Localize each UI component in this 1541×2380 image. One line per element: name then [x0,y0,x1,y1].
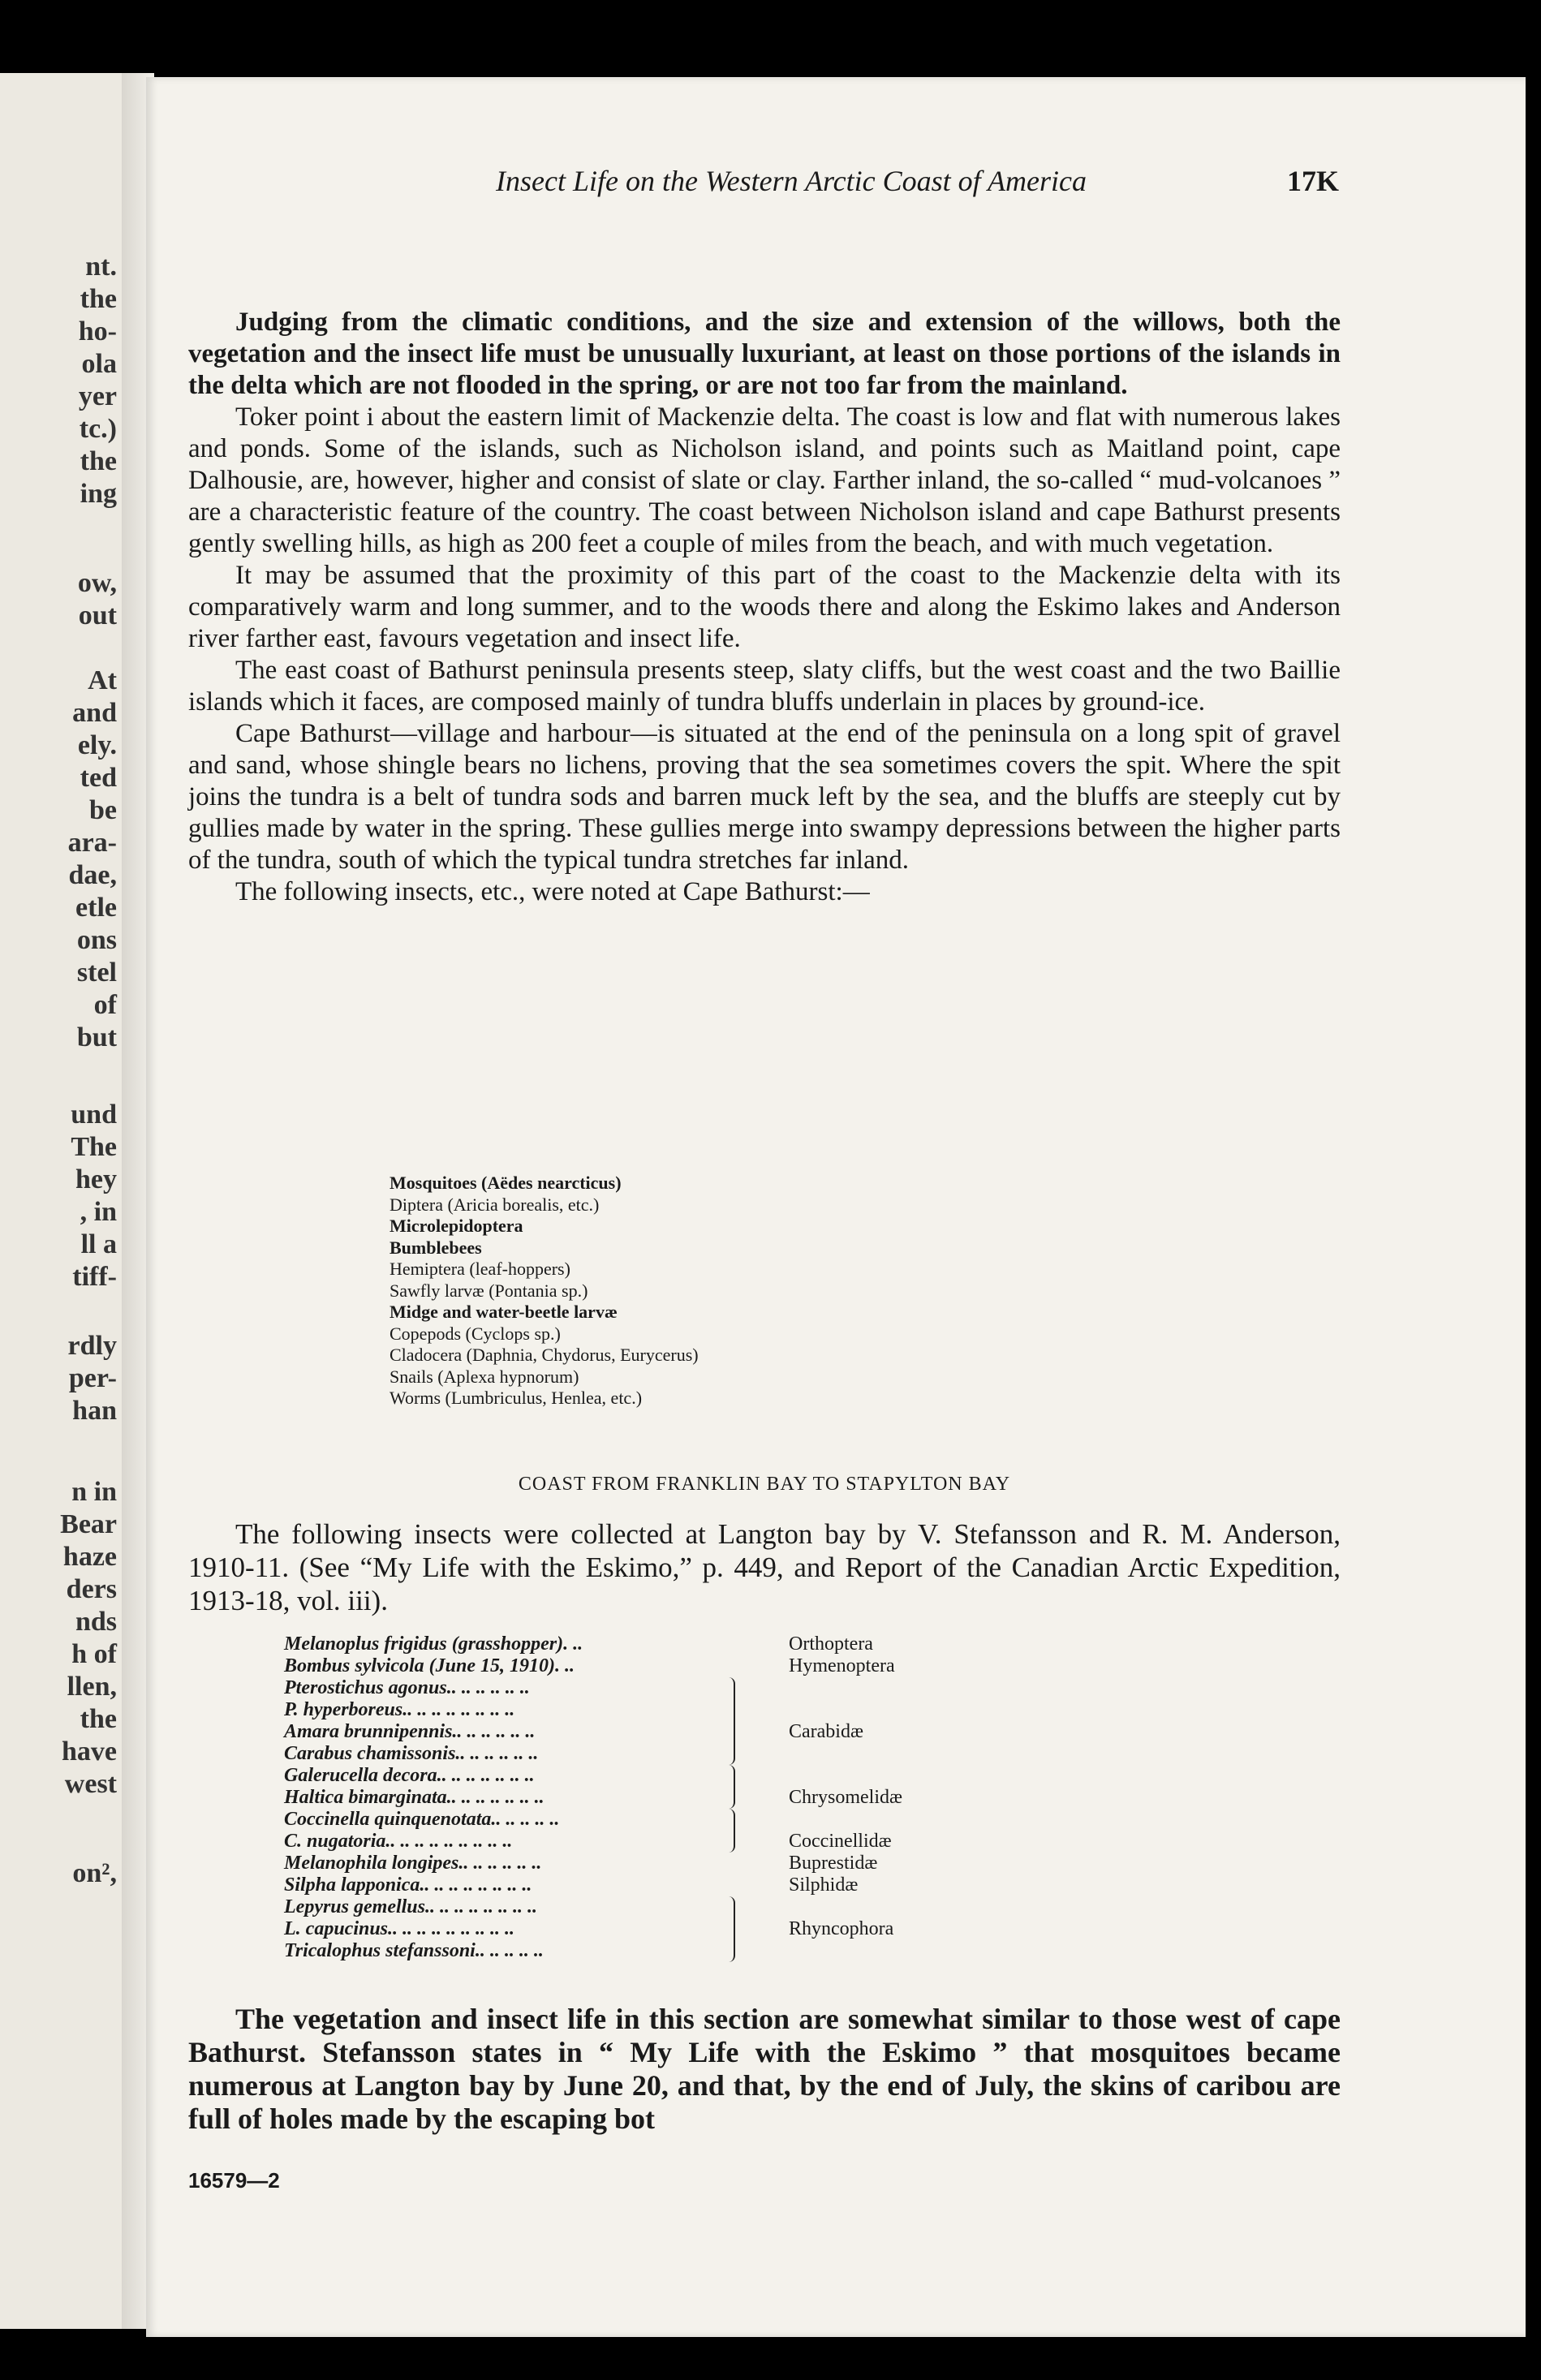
facing-page-text: west [64,1769,117,1799]
table-row [284,1787,1104,1809]
table-row [284,1853,1104,1874]
facing-page-text: ing [80,479,117,509]
list-item: Mosquitoes (Aëdes nearcticus) [390,1173,622,1193]
table-row [284,1721,1104,1743]
family-name: Hymenoptera [789,1655,895,1676]
list-item: Microlepidoptera [390,1216,523,1236]
section-text [188,1517,1341,1617]
facing-page-text: n in [71,1477,117,1507]
facing-page-text: on², [72,1858,117,1888]
paragraph: Judging from the climatic conditions, and the size and extension of the willows, both the vegetation and the insect life must be unusually luxuriant, at least on those portions of the islands in the delta which are not flooded in the spring, or are not too far from the mainland. [188,308,1341,400]
facing-page-text: be [89,795,117,825]
family-name: Chrysomelidæ [789,1787,903,1808]
facing-page-text: At [88,665,117,695]
cape-bathurst-list [390,1173,699,1409]
list-item: Worms (Lumbriculus, Henlea, etc.) [390,1388,643,1408]
closing-text [188,2003,1341,2136]
page-number: 17K [1286,165,1339,197]
facing-page-fragment [0,73,122,2329]
facing-page-text: ted [80,763,117,793]
facing-page-text: ons [76,925,117,955]
grouping-brace [729,1677,735,1765]
facing-page-text: Bear [60,1509,117,1539]
species-name: Melanoplus frigidus (grasshopper). .. [284,1633,583,1655]
facing-page-text: ara- [67,828,117,858]
species-name: Carabus chamissonis.. .. .. .. .. .. [284,1743,539,1764]
species-name: P. hyperboreus.. .. .. .. .. .. .. .. [284,1699,515,1720]
family-name: Rhyncophora [789,1918,894,1939]
family-name: Silphidæ [789,1874,859,1896]
facing-page-text: nds [75,1607,117,1637]
facing-page-text: of [93,990,117,1020]
signature-mark: 16579—2 [188,2168,280,2193]
facing-page-text: nt. [85,252,117,282]
species-name: Melanophila longipes.. .. .. .. .. .. [284,1853,542,1874]
list-item: Copepods (Cyclops sp.) [390,1323,561,1344]
table-row [284,1918,1104,1940]
family-name: Coccinellidæ [789,1831,892,1852]
list-item: Hemiptera (leaf-hoppers) [390,1259,570,1279]
facing-page-text: ho- [78,316,117,346]
table-row [284,1633,1104,1655]
species-name: Silpha lapponica.. .. .. .. .. .. .. .. [284,1874,532,1896]
table-row [284,1809,1104,1831]
paragraph: Cape Bathurst—village and harbour—is situated at the end of the peninsula on a long spit of gravel and sand, whose shingle bears no lichens, proving that the sea sometimes covers the spit. Where the spit joins the tundra is a belt of tundra sods and barren muck left by the sea, and the bluffs are steeply cut by gullies made by water in the spring. These gullies merge into swampy depressions between the higher parts of the tundra, south of which the typical tundra stretches far inland. [188,719,1341,875]
species-table [284,1633,1104,1962]
table-row [284,1896,1104,1918]
facing-page-text: the [80,284,117,314]
facing-page-text: ders [66,1574,117,1604]
species-name: L. capucinus.. .. .. .. .. .. .. .. .. [284,1918,515,1939]
family-name: Buprestidæ [789,1853,878,1874]
facing-page-text: tiff- [72,1262,117,1292]
facing-page-text: ow, [77,568,117,598]
facing-page-text: but [76,1022,117,1052]
family-name: Carabidæ [789,1721,863,1742]
table-row [284,1831,1104,1853]
species-name: Galerucella decora.. .. .. .. .. .. .. [284,1765,535,1786]
grouping-brace [729,1765,735,1809]
species-name: C. nugatoria.. .. .. .. .. .. .. .. .. [284,1831,513,1852]
facing-page-text: the [80,1704,117,1734]
facing-page-text: out [78,600,117,631]
facing-page-text: The [71,1132,117,1162]
facing-page-text: ola [81,349,117,379]
grouping-brace [729,1809,735,1853]
table-row [284,1743,1104,1765]
facing-page-text: dae, [68,860,117,890]
species-name: Bombus sylvicola (June 15, 1910). .. [284,1655,575,1676]
table-row [284,1765,1104,1787]
paragraph: The following insects were collected at Langton bay by V. Stefansson and R. M. Anderson, 1910-11. (See “My Life with the Eskimo,” p. 449, and Report of the Canadian Arctic Expedition, 1913-18, vol. iii). [188,1518,1341,1616]
species-name: Haltica bimarginata.. .. .. .. .. .. .. [284,1787,545,1808]
paragraph: Toker point i about the eastern limit of Mackenzie delta. The coast is low and flat with numerous lakes and ponds. Some of the islands, such as Nicholson island, and points such as Maitland point, cape Dalhousie, are, however, higher and consist of slate or clay. Farther inland, the so-called “ mud-volcanoes ” are a characteristic feature of the country. The coast between Nicholson island and cape Bathurst presents gently swelling hills, as high as 200 feet a couple of miles from the beach, and with much vegetation. [188,402,1341,558]
table-row [284,1699,1104,1721]
list-item: Midge and water-beetle larvæ [390,1302,618,1322]
list-item: Sawfly larvæ (Pontania sp.) [390,1280,588,1301]
species-name: Pterostichus agonus.. .. .. .. .. .. [284,1677,530,1698]
running-title: Insect Life on the Western Arctic Coast of America [496,165,1087,197]
paragraph: It may be assumed that the proximity of this part of the coast to the Mackenzie delta with its comparatively warm and long summer, and to the woods there and along the Eskimo lakes and Anderson river farther east, favours vegetation and insect life. [188,561,1341,653]
facing-page-text: hey [75,1164,117,1194]
facing-page-text: rdly [67,1331,117,1361]
species-name: Amara brunnipennis.. .. .. .. .. .. [284,1721,536,1742]
facing-page-text: , in [80,1197,117,1227]
body-text [188,307,1341,908]
list-item: Bumblebees [390,1237,482,1258]
species-name: Lepyrus gemellus.. .. .. .. .. .. .. .. [284,1896,537,1917]
facing-page-text: per- [68,1363,117,1393]
facing-page-text: ely. [77,730,117,760]
list-item: Snails (Aplexa hypnorum) [390,1366,579,1387]
facing-page-text: haze [62,1542,117,1572]
species-name: Coccinella quinquenotata.. .. .. .. .. [284,1809,560,1830]
facing-page-text: llen, [67,1672,117,1702]
facing-page-text: und [71,1100,117,1130]
section-heading: COAST FROM FRANKLIN BAY TO STAPYLTON BAY [518,1474,1011,1495]
facing-page-text: yer [78,381,117,411]
facing-page-text: h of [71,1639,117,1669]
table-row [284,1874,1104,1896]
species-name: Tricalophus stefanssoni.. .. .. .. .. [284,1940,544,1961]
running-header [243,164,1339,200]
paragraph: The following insects, etc., were noted at Cape Bathurst:— [235,877,870,906]
facing-page-text: tc.) [79,414,117,444]
facing-page-text: etle [75,893,117,923]
table-row [284,1940,1104,1962]
grouping-brace [729,1896,735,1962]
facing-page-text: the [80,446,117,476]
facing-page-text: han [72,1396,117,1426]
paragraph: The east coast of Bathurst peninsula presents steep, slaty cliffs, but the west coast and the two Baillie islands which it faces, are composed mainly of tundra bluffs underlain in places by ground-ice. [188,656,1341,717]
list-item: Diptera (Aricia borealis, etc.) [390,1194,600,1215]
list-item: Cladocera (Daphnia, Chydorus, Eurycerus) [390,1345,699,1365]
table-row [284,1655,1104,1677]
paragraph: The vegetation and insect life in this section are somewhat similar to those west of cape Bathurst. Stefansson states in “ My Life with the Eskimo ” that mosquitoes became numerous at Langton bay by June 20, and that, by the end of July, the skins of caribou are full of holes made by the escaping bot [188,2003,1341,2135]
facing-page-text: and [72,698,117,728]
facing-page-text: have [62,1737,117,1767]
table-row [284,1677,1104,1699]
facing-page-text: stel [76,958,117,988]
family-name: Orthoptera [789,1633,873,1655]
facing-page-text: ll a [80,1229,117,1259]
